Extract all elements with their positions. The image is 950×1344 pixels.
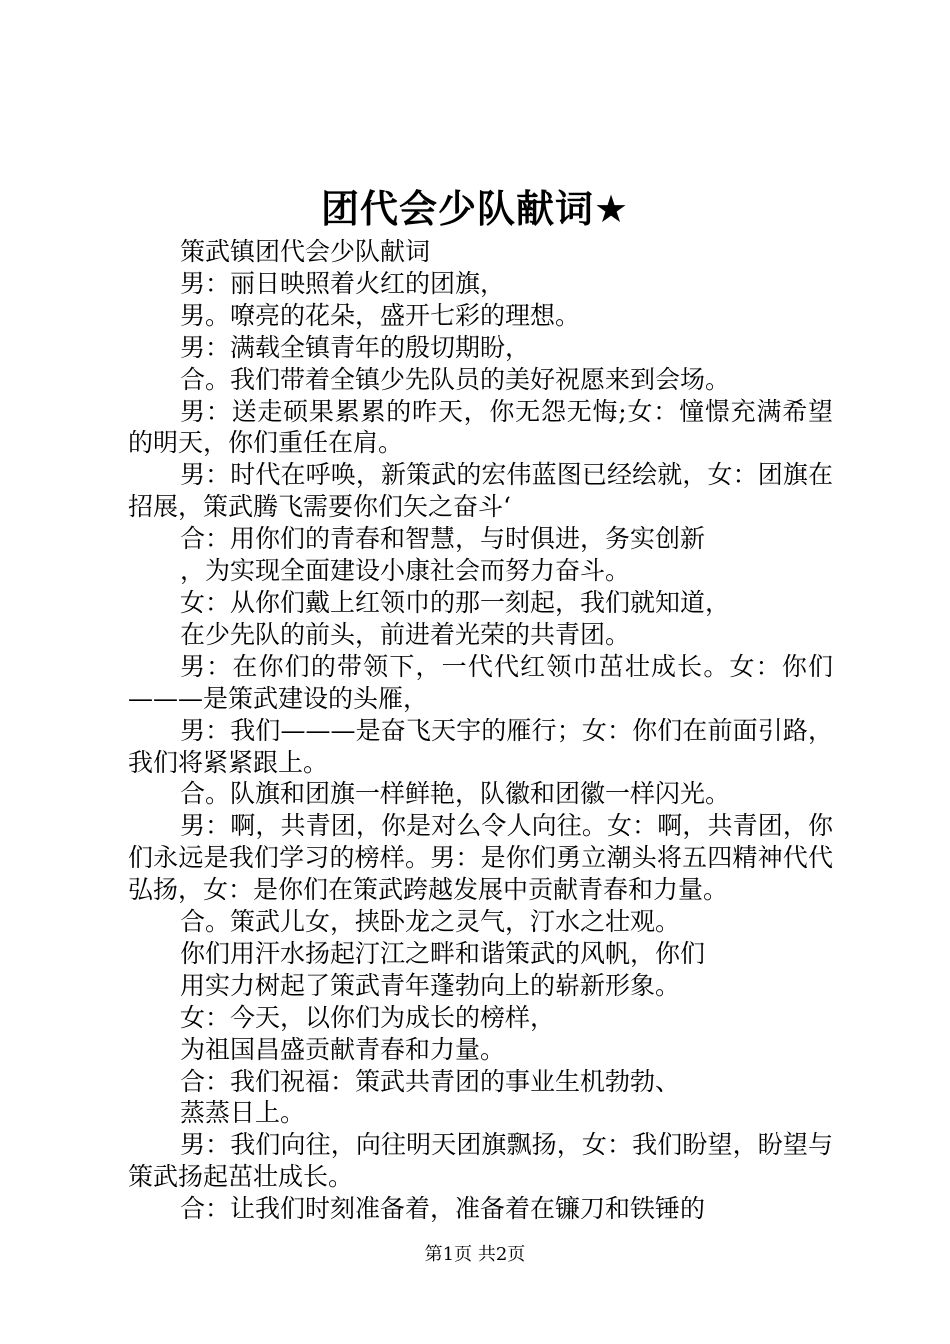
paragraph: 策武镇团代会少队献词	[180, 237, 431, 266]
paragraph: 用实力树起了策武青年蓬勃向上的崭新形象。	[180, 970, 681, 1000]
paragraph: 合：用你们的青春和智慧，与时俱进，务实创新	[180, 524, 706, 554]
page-footer: 第1页 共2页	[424, 1244, 526, 1265]
paragraph: 女：今天，以你们为成长的榜样，	[180, 1002, 556, 1032]
paragraph: 男：时代在呼唤，新策武的宏伟蓝图已经绘就，女：团旗在招展，策武腾飞需要你们矢之奋斗‘	[128, 460, 833, 522]
paragraph: 合：让我们时刻准备着，准备着在镰刀和铁锤的	[180, 1194, 706, 1224]
paragraph: 男：满载全镇青年的殷切期盼，	[180, 332, 531, 362]
paragraph: 为祖国昌盛贡献青春和力量。	[180, 1034, 506, 1064]
paragraph: 合。策武儿女，挟卧龙之灵气，汀水之壮观。	[180, 907, 681, 937]
paragraph: 你们用汗水扬起汀江之畔和谐策武的风帆，你们	[180, 938, 706, 968]
paragraph: 男：我们———是奋飞天宇的雁行；女：你们在前面引路，我们将紧紧跟上。	[128, 715, 833, 777]
paragraph: 男：在你们的带领下，一代代红领巾茁壮成长。女：你们———是策武建设的头雁，	[128, 651, 833, 713]
paragraph: 合。我们带着全镇少先队员的美好祝愿来到会场。	[180, 364, 731, 394]
paragraph: 合：我们祝福：策武共青团的事业生机勃勃、	[180, 1066, 681, 1096]
paragraph: 男：送走硕果累累的昨天，你无怨无悔;女：憧憬充满希望的明天，你们重任在肩。	[128, 396, 833, 458]
paragraph: 蒸蒸日上。	[180, 1098, 306, 1128]
paragraph: 合。队旗和团旗一样鲜艳，队徽和团徽一样闪光。	[180, 779, 731, 809]
paragraph: ，为实现全面建设小康社会而努力奋斗。	[180, 556, 631, 586]
paragraph: 女：从你们戴上红领巾的那一刻起，我们就知道，	[180, 587, 731, 617]
document-body	[128, 236, 833, 1225]
paragraph: 男。嘹亮的花朵，盛开七彩的理想。	[180, 300, 581, 330]
paragraph: 男：啊，共青团，你是对么令人向往。女：啊，共青团，你们永远是我们学习的榜样。男：是你们勇立潮头将五四精神代代弘扬，女：是你们在策武跨越发展中贡献青春和力量。	[128, 811, 833, 905]
paragraph: 在少先队的前头，前进着光荣的共青团。	[180, 619, 631, 649]
paragraph: 男：丽日映照着火红的团旗，	[180, 268, 506, 298]
paragraph: 男：我们向往，向往明天团旗飘扬，女：我们盼望，盼望与策武扬起茁壮成长。	[128, 1130, 833, 1192]
document-title: 团代会少队献词★	[320, 187, 630, 231]
